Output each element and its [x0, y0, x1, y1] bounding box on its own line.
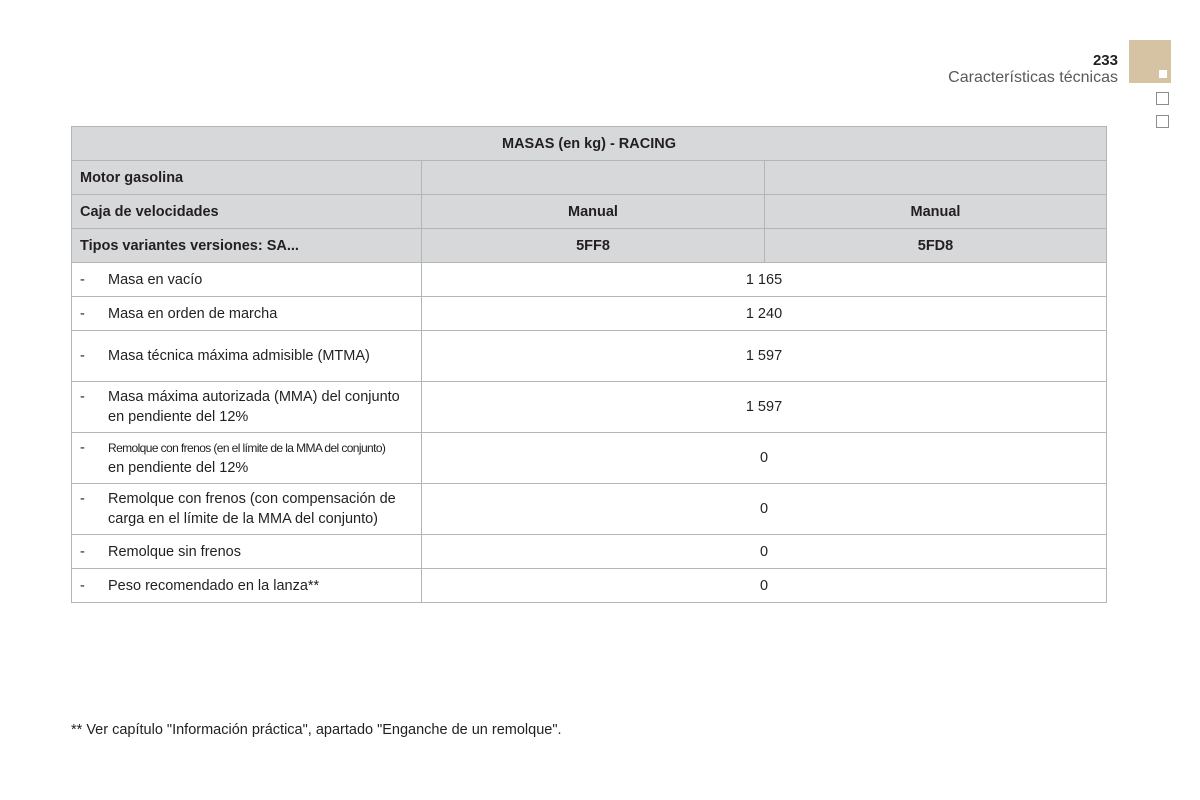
- row-label: [72, 484, 422, 535]
- table-title: MASAS (en kg) - RACING: [72, 127, 1107, 161]
- chapter-tab-active: [1129, 40, 1171, 83]
- chapter-tab-square: [1156, 115, 1169, 128]
- row-value: 1 597: [422, 331, 1107, 382]
- row-value: 0: [422, 569, 1107, 603]
- table-row: [72, 535, 1107, 569]
- table-row: [72, 331, 1107, 382]
- row-label-text: Masa en vacío: [108, 271, 203, 288]
- cell-col-a: Manual: [422, 195, 765, 229]
- row-value: 1 597: [422, 382, 1107, 433]
- row-label: [72, 263, 422, 297]
- row-value: 0: [422, 535, 1107, 569]
- list-dash: -: [80, 491, 85, 507]
- row-label: [72, 331, 422, 382]
- row-label: [72, 433, 422, 484]
- row-label-line1: Masa máxima autorizada (MMA) del conjunto: [108, 389, 400, 405]
- table-title-row: [72, 127, 1107, 161]
- section-title: Características técnicas: [948, 69, 1118, 86]
- row-value: 0: [422, 433, 1107, 484]
- table-row: [72, 297, 1107, 331]
- list-dash: -: [80, 348, 85, 364]
- table-row: [72, 229, 1107, 263]
- table-row: [72, 433, 1107, 484]
- row-label-line1: Remolque con frenos (en el límite de la MMA del conjunto): [108, 441, 386, 455]
- cell-col-a: 5FF8: [422, 229, 765, 263]
- row-value: 0: [422, 484, 1107, 535]
- table-row: [72, 263, 1107, 297]
- chapter-tab-dot: [1159, 70, 1167, 78]
- row-label-line2: en pendiente del 12%: [108, 460, 249, 476]
- table-row: [72, 161, 1107, 195]
- row-label: [72, 535, 422, 569]
- row-label: [72, 382, 422, 433]
- footnote: ** Ver capítulo "Información práctica", apartado "Enganche de un remolque".: [71, 722, 562, 738]
- row-label-line2: carga en el límite de la MMA del conjunto): [108, 511, 378, 527]
- row-label-text: Remolque sin frenos: [108, 543, 241, 560]
- table-row: [72, 195, 1107, 229]
- row-label: [72, 569, 422, 603]
- row-value: 1 240: [422, 297, 1107, 331]
- row-label-line2: en pendiente del 12%: [108, 409, 249, 425]
- list-dash: -: [80, 271, 85, 288]
- list-dash: -: [80, 577, 85, 594]
- row-value: 1 165: [422, 263, 1107, 297]
- page-number: 233: [1092, 52, 1118, 69]
- chapter-tab-square: [1156, 92, 1169, 105]
- row-label-text: Masa en orden de marcha: [108, 305, 278, 322]
- list-dash: -: [80, 543, 85, 560]
- cell-col-a: [422, 161, 765, 195]
- table-row: [72, 484, 1107, 535]
- list-dash: -: [80, 389, 85, 405]
- row-label: [72, 297, 422, 331]
- row-label: Motor gasolina: [72, 161, 422, 195]
- list-dash: -: [80, 440, 85, 456]
- masas-table: [71, 126, 1107, 603]
- table-row: [72, 382, 1107, 433]
- row-label: Caja de velocidades: [72, 195, 422, 229]
- list-dash: -: [80, 305, 85, 322]
- row-label: Tipos variantes versiones: SA...: [72, 229, 422, 263]
- cell-col-b: [765, 161, 1107, 195]
- table-row: [72, 569, 1107, 603]
- row-label-text: Peso recomendado en la lanza**: [108, 577, 320, 594]
- row-label-line1: Remolque con frenos (con compensación de: [108, 491, 396, 507]
- cell-col-b: Manual: [765, 195, 1107, 229]
- cell-col-b: 5FD8: [765, 229, 1107, 263]
- row-label-text: Masa técnica máxima admisible (MTMA): [108, 348, 370, 364]
